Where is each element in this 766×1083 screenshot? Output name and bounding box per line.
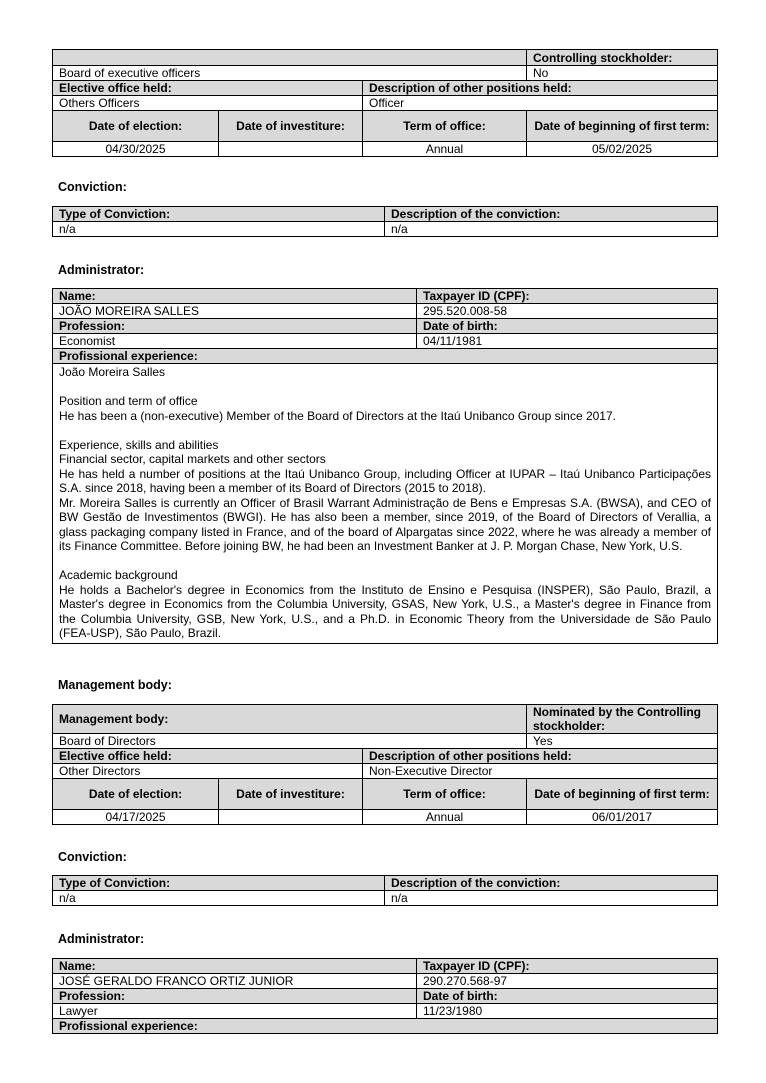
management-body-heading: Management body: bbox=[58, 678, 172, 692]
conviction-description-label: Description of the conviction: bbox=[385, 207, 718, 222]
nominated-controlling-label: Nominated by the Controlling stockholder: bbox=[527, 705, 718, 734]
management-body-label: Management body: bbox=[53, 705, 527, 734]
conviction-description-value: n/a bbox=[385, 891, 718, 906]
term-of-office-value: Annual bbox=[363, 142, 527, 157]
conviction-table-1 bbox=[52, 206, 718, 237]
other-positions-label: Description of other positions held: bbox=[363, 81, 718, 96]
name-label: Name: bbox=[53, 289, 417, 304]
name-label: Name: bbox=[53, 959, 417, 974]
profession-label: Profession: bbox=[53, 989, 417, 1004]
date-of-election-label: Date of election: bbox=[53, 111, 219, 142]
conviction-description-value: n/a bbox=[385, 222, 718, 237]
experience-skills-title: Experience, skills and abilities bbox=[59, 437, 219, 452]
other-positions-value: Officer bbox=[363, 96, 718, 111]
profession-value: Economist bbox=[53, 334, 417, 349]
professional-experience-label: Profissional experience: bbox=[53, 1019, 718, 1034]
date-of-election-label: Date of election: bbox=[53, 779, 219, 810]
cpf-value: 295.520.008-58 bbox=[417, 304, 718, 319]
first-term-label: Date of beginning of first term: bbox=[527, 111, 718, 142]
empty-header-cell bbox=[53, 50, 527, 66]
nominated-controlling-value: Yes bbox=[527, 734, 718, 749]
conviction-type-label: Type of Conviction: bbox=[53, 207, 385, 222]
profession-value: Lawyer bbox=[53, 1004, 417, 1019]
management-body-value: Board of Directors bbox=[53, 734, 527, 749]
experience-person-name: João Moreira Salles bbox=[59, 365, 166, 379]
professional-experience-text bbox=[53, 364, 718, 644]
cpf-label: Taxpayer ID (CPF): bbox=[417, 959, 718, 974]
conviction-type-value: n/a bbox=[53, 222, 385, 237]
academic-background-title: Academic background bbox=[59, 568, 178, 582]
professional-experience-label: Profissional experience: bbox=[53, 349, 718, 364]
conviction-type-value: n/a bbox=[53, 891, 385, 906]
date-of-birth-value: 11/23/1980 bbox=[417, 1004, 718, 1019]
other-positions-value: Non-Executive Director bbox=[363, 764, 718, 779]
date-of-birth-label: Date of birth: bbox=[417, 319, 718, 334]
first-term-value: 06/01/2017 bbox=[527, 810, 718, 825]
elective-office-value: Other Directors bbox=[53, 764, 363, 779]
date-of-birth-value: 04/11/1981 bbox=[417, 334, 718, 349]
elective-office-label: Elective office held: bbox=[53, 749, 363, 764]
term-of-office-value: Annual bbox=[363, 810, 527, 825]
first-term-value: 05/02/2025 bbox=[527, 142, 718, 157]
date-of-investiture-label: Date of investiture: bbox=[219, 779, 363, 810]
date-of-birth-label: Date of birth: bbox=[417, 989, 718, 1004]
administrator-table-1 bbox=[52, 288, 718, 644]
administrator-heading: Administrator: bbox=[58, 932, 145, 946]
cpf-value: 290.270.568-97 bbox=[417, 974, 718, 989]
conviction-type-label: Type of Conviction: bbox=[53, 876, 385, 891]
experience-paragraph-2: Mr. Moreira Salles is currently an Officer of Brasil Warrant Administração de Bens e Empresas S.A. (BWSA), and CEO of BW Gestão de Investimentos (BWGI). He has also been a member, since 2019, of the Board of Directors of Verallia, a glass packaging company listed in France, and of the board of Alpargatas since 2022, where he was already a member of its Finance Committee. Before joining BW, he had been an Investment Banker at J. P. Morgan Chase, New York, U.S. bbox=[59, 495, 711, 553]
experience-position-text: He has been a (non-executive) Member of the Board of Directors at the Itaú Unibanco Group since 2017. bbox=[59, 408, 616, 423]
administrator-table-2 bbox=[52, 958, 718, 1034]
name-value: JOÃO MOREIRA SALLES bbox=[53, 304, 417, 319]
date-of-investiture-value bbox=[219, 142, 363, 157]
office-table-2 bbox=[52, 704, 718, 825]
elective-office-label: Elective office held: bbox=[53, 81, 363, 96]
date-of-investiture-value bbox=[219, 810, 363, 825]
date-of-election-value: 04/17/2025 bbox=[53, 810, 219, 825]
date-of-election-value: 04/30/2025 bbox=[53, 142, 219, 157]
conviction-heading: Conviction: bbox=[58, 180, 127, 194]
academic-background-text: He holds a Bachelor's degree in Economics from the Instituto de Ensino e Pesquisa (INSPER), São Paulo, Brazil, a Master's degree in Economics from the Columbia University, GSAS, New York, U.S., a Master's degree in Finance from the Columbia University, GSB, New York, U.S., and a Ph.D. in Economic Theory from the Universidade de São Paulo (FEA-USP), São Paulo, Brazil. bbox=[59, 582, 711, 640]
other-positions-label: Description of other positions held: bbox=[363, 749, 718, 764]
name-value: JOSÉ GERALDO FRANCO ORTIZ JUNIOR bbox=[53, 974, 417, 989]
office-table-1 bbox=[52, 49, 718, 157]
cpf-label: Taxpayer ID (CPF): bbox=[417, 289, 718, 304]
experience-sectors: Financial sector, capital markets and other sectors bbox=[59, 452, 326, 466]
conviction-table-2 bbox=[52, 875, 718, 906]
experience-position-title: Position and term of office bbox=[59, 394, 198, 408]
experience-paragraph-1: He has held a number of positions at the Itaú Unibanco Group, including Officer at IUPAR – Itaú Unibanco Participações S.A. since 2018, having been a member of its Board of Directors (2015 to 2018). bbox=[59, 466, 711, 495]
controlling-stockholder-value: No bbox=[527, 66, 718, 81]
management-body-value: Board of executive officers bbox=[53, 66, 527, 81]
profession-label: Profession: bbox=[53, 319, 417, 334]
elective-office-value: Others Officers bbox=[53, 96, 363, 111]
term-of-office-label: Term of office: bbox=[363, 779, 527, 810]
term-of-office-label: Term of office: bbox=[363, 111, 527, 142]
conviction-heading: Conviction: bbox=[58, 850, 127, 864]
first-term-label: Date of beginning of first term: bbox=[527, 779, 718, 810]
controlling-stockholder-label: Controlling stockholder: bbox=[527, 50, 718, 66]
administrator-heading: Administrator: bbox=[58, 263, 145, 277]
conviction-description-label: Description of the conviction: bbox=[385, 876, 718, 891]
date-of-investiture-label: Date of investiture: bbox=[219, 111, 363, 142]
